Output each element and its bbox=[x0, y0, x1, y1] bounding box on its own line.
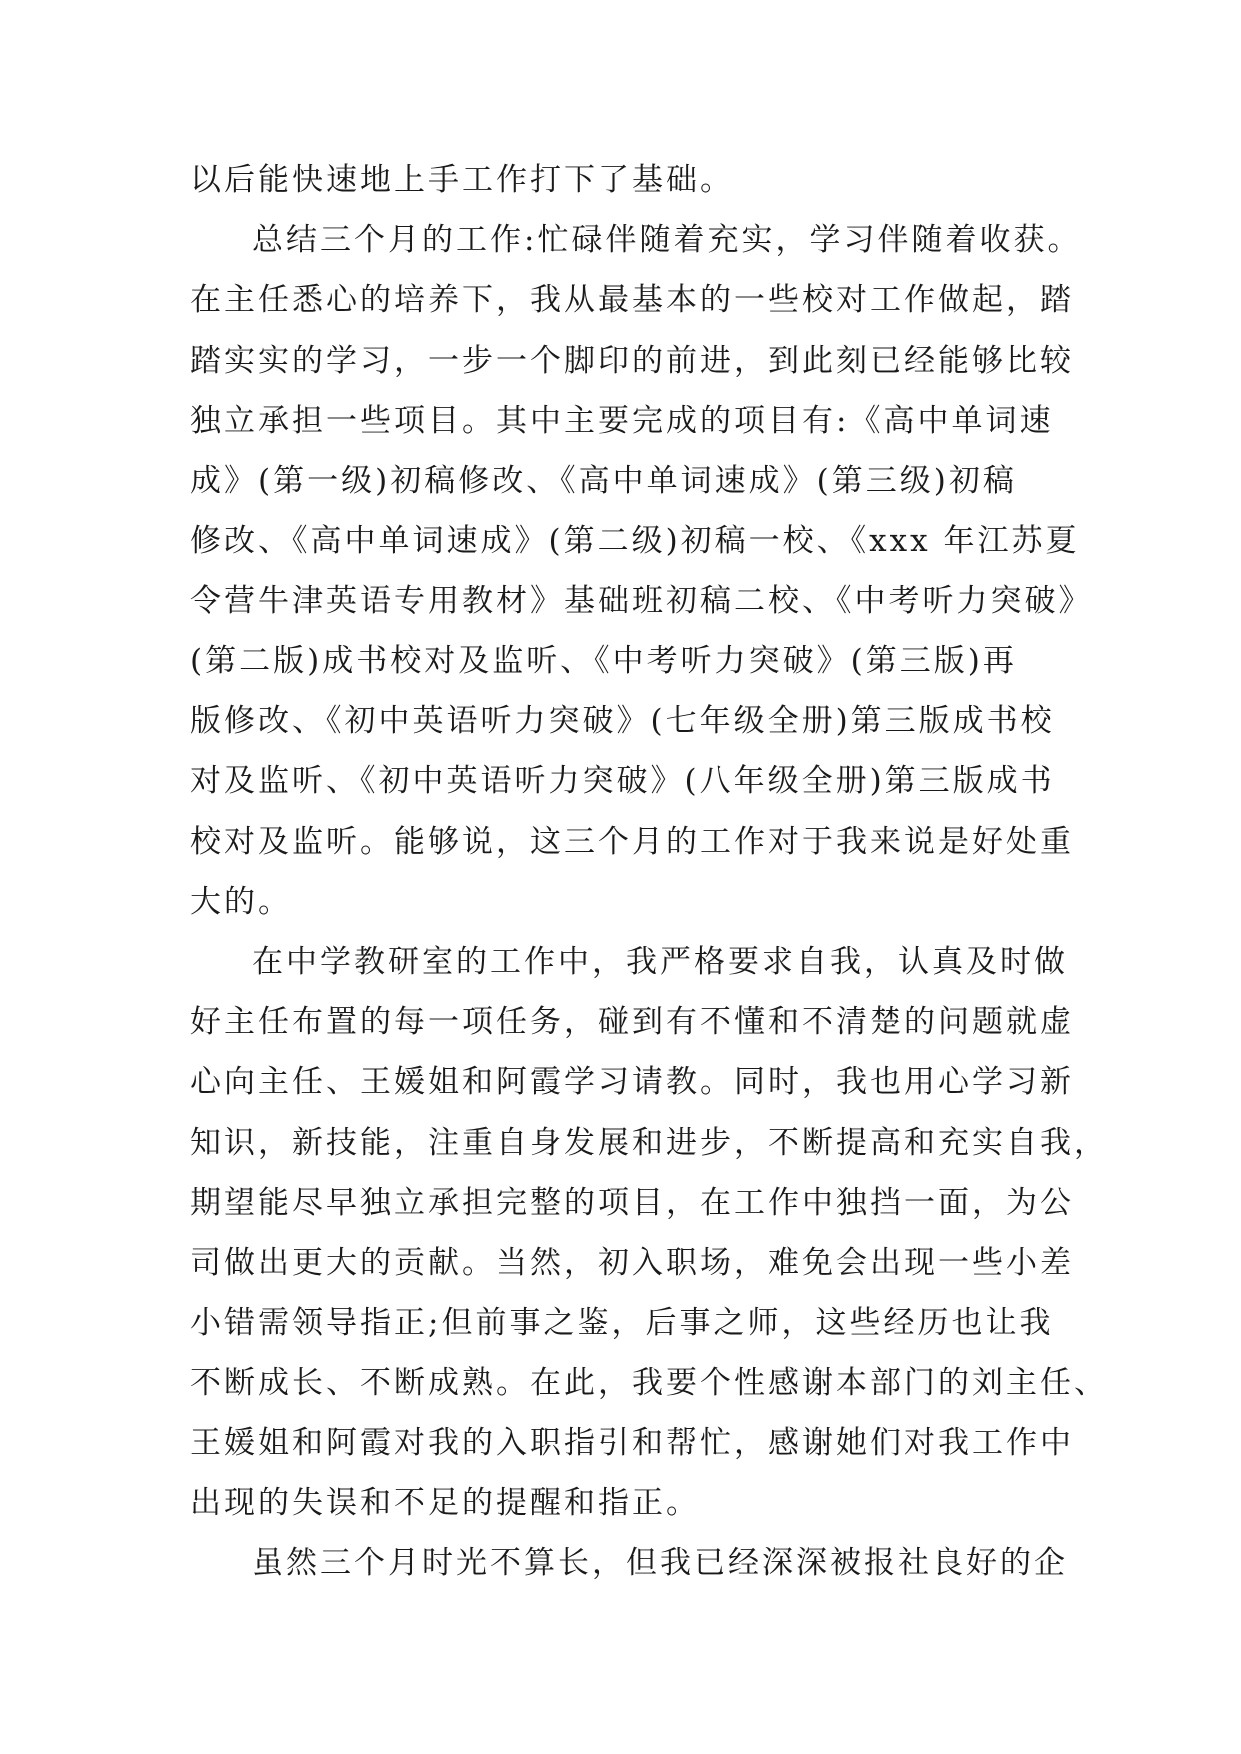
text-line: 版修改、《初中英语听力突破》(七年级全册)第三版成书校 bbox=[190, 703, 1055, 739]
text-line: 对及监听、《初中英语听力突破》(八年级全册)第三版成书 bbox=[190, 763, 1055, 799]
text-line: 校对及监听。能够说，这三个月的工作对于我来说是好处重 bbox=[190, 824, 1074, 860]
text-line: 以后能快速地上手工作打下了基础。 bbox=[190, 162, 734, 198]
text-line: 知识，新技能，注重自身发展和进步，不断提高和充实自我， bbox=[190, 1125, 1108, 1161]
text-line: 不断成长、不断成熟。在此，我要个性感谢本部门的刘主任、 bbox=[190, 1365, 1108, 1401]
paragraph-start-line: 虽然三个月时光不算长，但我已经深深被报社良好的企 bbox=[252, 1545, 1068, 1581]
text-line: 大的。 bbox=[190, 884, 292, 920]
text-line: 出现的失误和不足的提醒和指正。 bbox=[190, 1485, 700, 1521]
text-line: 期望能尽早独立承担完整的项目，在工作中独挡一面，为公 bbox=[190, 1185, 1074, 1221]
text-line: (第二版)成书校对及监听、《中考听力突破》(第三版)再 bbox=[190, 643, 1017, 679]
text-line: 令营牛津英语专用教材》基础班初稿二校、《中考听力突破》 bbox=[190, 583, 1093, 619]
text-line: 修改、《高中单词速成》(第二级)初稿一校、《xxx 年江苏夏 bbox=[190, 523, 1080, 559]
text-line: 司做出更大的贡献。当然，初入职场，难免会出现一些小差 bbox=[190, 1245, 1074, 1281]
text-line: 王媛姐和阿霞对我的入职指引和帮忙，感谢她们对我工作中 bbox=[190, 1425, 1074, 1461]
text-line: 踏实实的学习，一步一个脚印的前进，到此刻已经能够比较 bbox=[190, 343, 1074, 379]
text-line: 在主任悉心的培养下，我从最基本的一些校对工作做起，踏 bbox=[190, 282, 1074, 318]
text-line: 小错需领导指正;但前事之鉴，后事之师，这些经历也让我 bbox=[190, 1305, 1054, 1341]
text-line: 好主任布置的每一项任务，碰到有不懂和不清楚的问题就虚 bbox=[190, 1004, 1074, 1040]
text-line: 心向主任、王媛姐和阿霞学习请教。同时，我也用心学习新 bbox=[190, 1064, 1074, 1100]
paragraph-start-line: 在中学教研室的工作中，我严格要求自我，认真及时做 bbox=[252, 944, 1068, 980]
text-line: 成》(第一级)初稿修改、《高中单词速成》(第三级)初稿 bbox=[190, 463, 1017, 499]
text-line: 独立承担一些项目。其中主要完成的项目有:《高中单词速 bbox=[190, 403, 1054, 439]
paragraph-start-line: 总结三个月的工作:忙碌伴随着充实，学习伴随着收获。 bbox=[252, 222, 1082, 258]
